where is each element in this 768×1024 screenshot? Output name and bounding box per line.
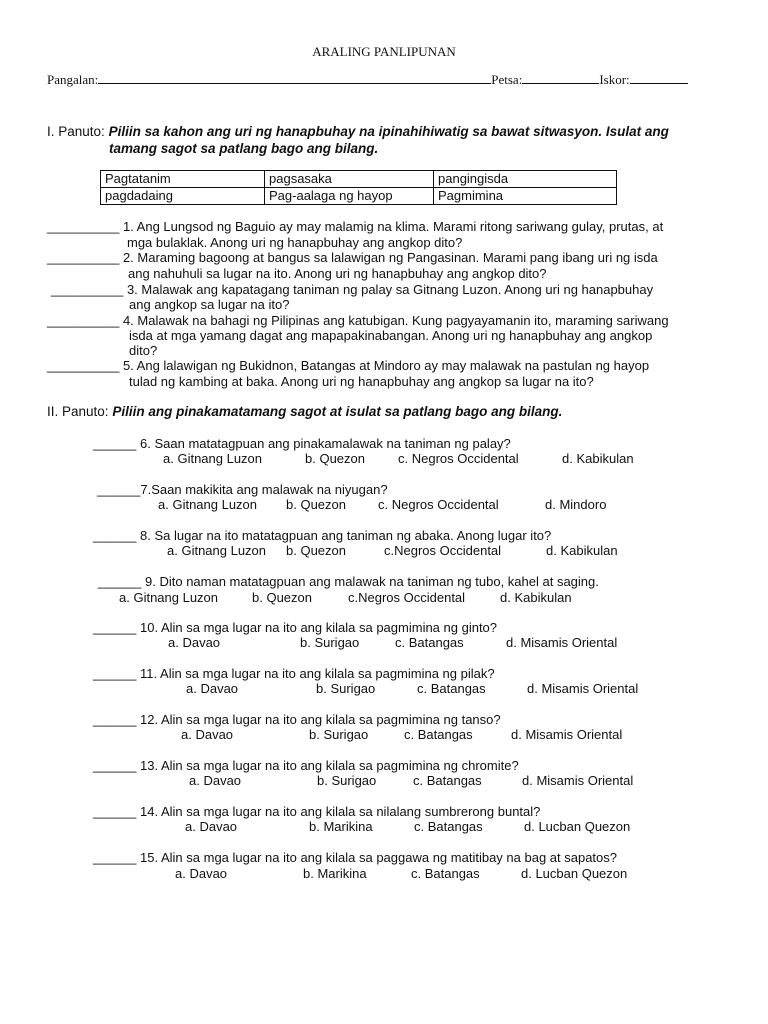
option-b: b. Quezon <box>286 497 346 512</box>
question-text: 4. Malawak na bahagi ng Pilipinas ang katubigan. Kung pagyayamanin ito, maraming sariwang <box>122 313 669 328</box>
part1-instruction-line2: tamang sagot sa patlang bago ang bilang. <box>109 141 379 156</box>
option-d: d. Misamis Oriental <box>511 727 623 742</box>
question-item <box>47 219 663 234</box>
choice-cell: pagdadaing <box>101 188 265 205</box>
choices-row <box>101 171 617 188</box>
answer-blank[interactable]: __________ <box>47 313 120 328</box>
choice-cell: Pagtatanim <box>101 171 265 188</box>
question-item <box>47 313 669 328</box>
answer-blank[interactable]: ______ <box>97 482 141 497</box>
score-label: Iskor: <box>599 72 630 87</box>
answer-blank[interactable]: __________ <box>47 250 120 265</box>
question-item <box>47 358 649 373</box>
option-a: a. Gitnang Luzon <box>167 543 267 558</box>
option-c: c. Batangas <box>417 681 486 696</box>
option-c: c. Batangas <box>413 773 482 788</box>
option-c: c. Batangas <box>404 727 473 742</box>
option-b: b. Surigao <box>316 681 376 696</box>
answer-blank[interactable]: __________ <box>47 358 120 373</box>
question-item <box>93 528 551 543</box>
option-d: d. Lucban Quezon <box>521 866 628 881</box>
part1-instruction-cont <box>109 141 378 156</box>
option-d: d. Kabikulan <box>546 543 618 558</box>
answer-blank[interactable]: __________ <box>47 219 120 234</box>
option-a: a. Davao <box>189 773 242 788</box>
header-fields <box>47 72 688 88</box>
date-label: Petsa: <box>491 72 523 87</box>
option-b: b. Quezon <box>286 543 346 558</box>
question-text: 5. Ang lalawigan ng Bukidnon, Batangas at Mindoro ay may malawak na pastulan ng hayop <box>122 358 650 373</box>
answer-blank[interactable]: __________ <box>51 282 124 297</box>
choice-cell: pagsasaka <box>265 171 434 188</box>
option-b: b. Surigao <box>309 727 369 742</box>
question-item <box>93 850 617 865</box>
name-field[interactable] <box>98 72 491 84</box>
question-item <box>93 758 519 773</box>
answer-blank[interactable]: ______ <box>93 528 137 543</box>
option-d: d. Misamis Oriental <box>522 773 634 788</box>
option-d: d. Misamis Oriental <box>527 681 639 696</box>
option-d: d. Kabikulan <box>562 451 634 466</box>
option-a: a. Davao <box>168 635 221 650</box>
part2-label: II. Panuto: <box>47 404 109 419</box>
question-text: 6. Saan matatagpuan ang pinakamalawak na taniman ng palay? <box>140 436 511 451</box>
part2-instruction <box>47 404 562 419</box>
question-text: 13. Alin sa mga lugar na ito ang kilala sa pagmimina ng chromite? <box>140 758 519 773</box>
part1-label: I. Panuto: <box>47 124 105 139</box>
option-d: d. Mindoro <box>545 497 607 512</box>
answer-blank[interactable]: ______ <box>98 574 142 589</box>
option-b: b. Quezon <box>305 451 365 466</box>
question-item <box>47 250 658 265</box>
question-text: 14. Alin sa mga lugar na ito ang kilala sa nilalang sumbrerong buntal? <box>140 804 541 819</box>
question-text: 2. Maraming bagoong at bangus sa lalawigan ng Pangasinan. Marami pang ibang uri ng isda <box>122 250 658 265</box>
question-text: 1. Ang Lungsod ng Baguio ay may malamig na klima. Marami ritong sariwang gulay, prutas, at <box>122 219 664 234</box>
option-d: d. Misamis Oriental <box>506 635 618 650</box>
question-item <box>93 620 497 635</box>
option-c: c.Negros Occidental <box>384 543 502 558</box>
answer-blank[interactable]: ______ <box>93 758 137 773</box>
option-a: a. Davao <box>181 727 234 742</box>
answer-blank[interactable]: ______ <box>93 850 137 865</box>
option-b: b. Marikina <box>309 819 373 834</box>
choices-row <box>101 188 617 205</box>
part2-instruction-text: Piliin ang pinakamatamang sagot at isulat sa patlang bago ang bilang. <box>112 404 563 419</box>
option-c: c. Batangas <box>411 866 480 881</box>
answer-blank[interactable]: ______ <box>93 666 137 681</box>
choices-table <box>100 170 617 205</box>
question-text: 15. Alin sa mga lugar na ito ang kilala sa paggawa ng matitibay na bag at sapatos? <box>140 850 617 865</box>
answer-blank[interactable]: ______ <box>93 436 137 451</box>
score-field[interactable] <box>630 72 688 84</box>
option-b: b. Marikina <box>303 866 367 881</box>
option-d: d. Kabikulan <box>500 590 572 605</box>
question-item <box>98 574 599 589</box>
question-text: 11. Alin sa mga lugar na ito ang kilala sa pagmimina ng pilak? <box>140 666 495 681</box>
question-text: 3. Malawak ang kapatagang taniman ng palay sa Gitnang Luzon. Anong uri ng hanapbuhay <box>126 282 654 297</box>
name-label: Pangalan: <box>47 72 99 87</box>
question-text: 12. Alin sa mga lugar na ito ang kilala sa pagmimina ng tanso? <box>140 712 501 727</box>
option-c: c.Negros Occidental <box>348 590 466 605</box>
question-text-cont: mga bulaklak. Anong uri ng hanapbuhay ang angkop dito? <box>127 235 463 250</box>
option-d: d. Lucban Quezon <box>524 819 631 834</box>
part1-instruction-line1: Piliin sa kahon ang uri ng hanapbuhay na ipinahihiwatig sa bawat sitwasyon. Isulat ang <box>108 124 669 139</box>
question-text-cont: isda at mga yamang dagat ang mapapakinabangan. Anong uri ng hanapbuhay ang angkop <box>129 328 653 343</box>
option-c: c. Negros Occidental <box>398 451 519 466</box>
question-text: 8. Sa lugar na ito matatagpuan ang taniman ng abaka. Anong lugar ito? <box>140 528 552 543</box>
option-a: a. Gitnang Luzon <box>158 497 258 512</box>
answer-blank[interactable]: ______ <box>93 712 137 727</box>
question-item <box>93 712 501 727</box>
choice-cell: Pag-aalaga ng hayop <box>265 188 434 205</box>
question-text-cont: dito? <box>129 343 158 358</box>
answer-blank[interactable]: ______ <box>93 804 137 819</box>
choice-cell: pangingisda <box>434 171 617 188</box>
question-item <box>93 804 540 819</box>
question-item <box>97 482 388 497</box>
option-a: a. Gitnang Luzon <box>163 451 263 466</box>
question-text: 9. Dito naman matatagpuan ang malawak na taniman ng tubo, kahel at saging. <box>145 574 599 589</box>
question-text-cont: ang angkop sa lugar na ito? <box>129 297 290 312</box>
part1-instruction <box>47 124 669 139</box>
choice-cell: Pagmimina <box>434 188 617 205</box>
question-text-cont: tulad ng kambing at baka. Anong uri ng hanapbuhay ang angkop sa lugar na ito? <box>129 374 594 389</box>
option-a: a. Davao <box>185 819 238 834</box>
option-c: c. Negros Occidental <box>378 497 499 512</box>
option-a: a. Davao <box>186 681 239 696</box>
option-a: a. Gitnang Luzon <box>119 590 219 605</box>
option-b: b. Surigao <box>300 635 360 650</box>
date-field[interactable] <box>522 72 599 84</box>
question-item <box>93 666 495 681</box>
page-title: ARALING PANLIPUNAN <box>312 44 456 59</box>
question-item <box>93 436 511 451</box>
question-text: 7.Saan makikita ang malawak na niyugan? <box>140 482 388 497</box>
option-c: c. Batangas <box>414 819 483 834</box>
option-c: c. Batangas <box>395 635 464 650</box>
option-a: a. Davao <box>175 866 228 881</box>
question-text-cont: ang nahuhuli sa lugar na ito. Anong uri ng hanapbuhay ang angkop dito? <box>128 266 547 281</box>
question-item <box>51 282 653 297</box>
question-text: 10. Alin sa mga lugar na ito ang kilala sa pagmimina ng ginto? <box>140 620 498 635</box>
option-b: b. Quezon <box>252 590 312 605</box>
option-b: b. Surigao <box>317 773 377 788</box>
answer-blank[interactable]: ______ <box>93 620 137 635</box>
